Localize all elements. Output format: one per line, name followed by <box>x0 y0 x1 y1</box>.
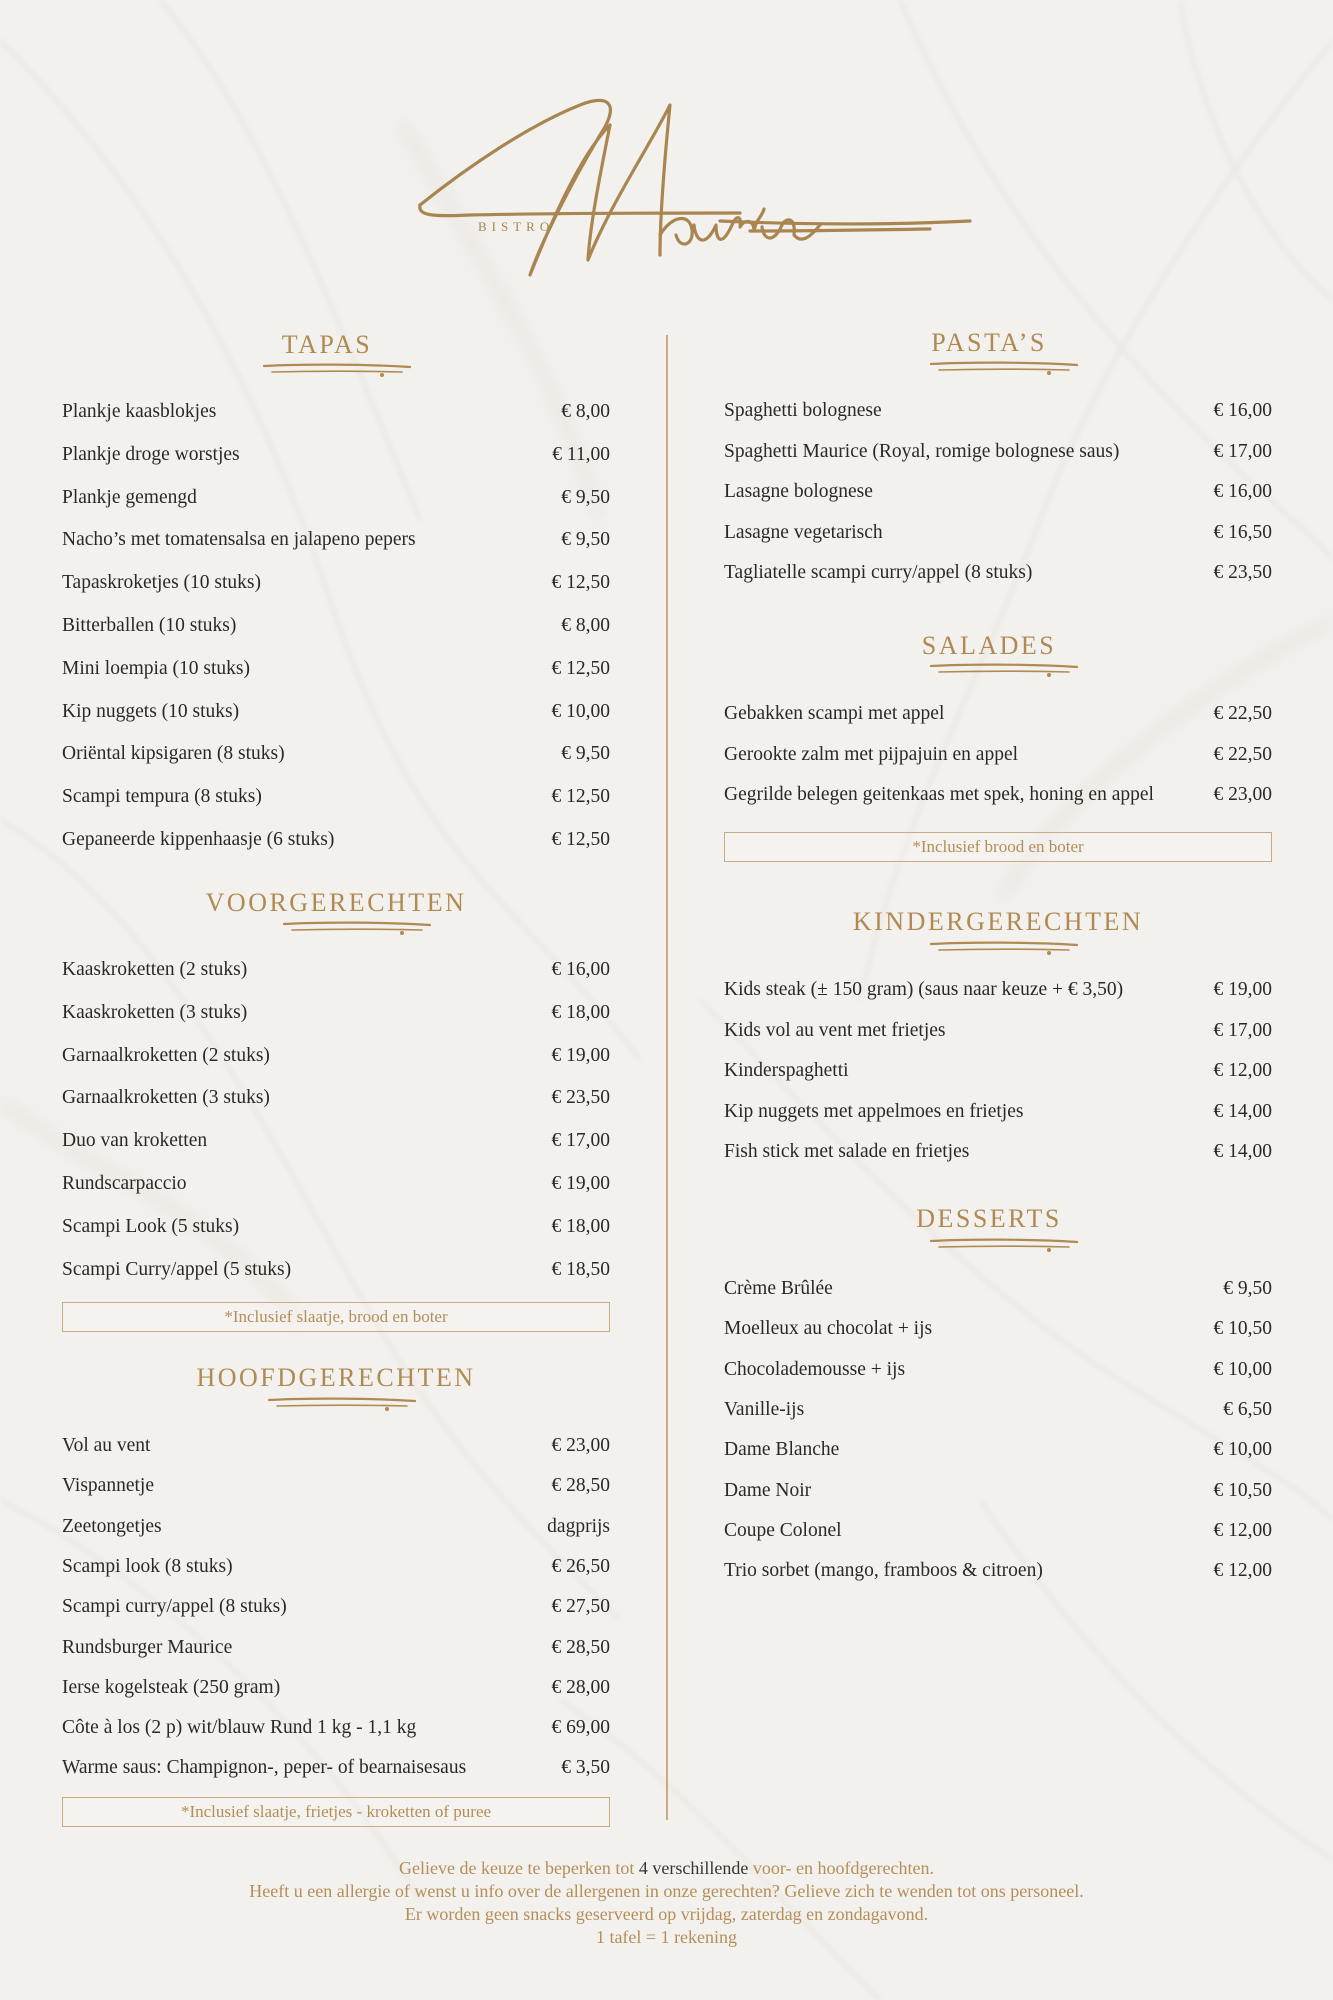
item-name: Kaaskroketten (2 stuks) <box>62 959 248 980</box>
footer-line-1-a: Gelieve de keuze te beperken tot <box>399 1858 639 1878</box>
item-price: € 12,00 <box>1213 1560 1272 1582</box>
item-name: Scampi Look (5 stuks) <box>62 1215 240 1237</box>
item-price: € 16,00 <box>1213 400 1272 421</box>
item-name: Zeetongetjes <box>62 1515 162 1537</box>
item-price: € 16,00 <box>551 959 610 980</box>
menu-item <box>724 1395 1272 1425</box>
item-price: € 9,50 <box>561 743 610 765</box>
item-name: Scampi curry/appel (8 stuks) <box>62 1596 287 1618</box>
item-name: Scampi look (8 stuks) <box>62 1555 233 1577</box>
item-name: Moelleux au chocolat + ijs <box>724 1318 933 1340</box>
item-name: Kinderspaghetti <box>724 1060 849 1081</box>
item-price: € 10,50 <box>1213 1479 1272 1501</box>
menu-item <box>724 1355 1272 1385</box>
item-price: € 12,50 <box>551 786 610 808</box>
item-name: Kip nuggets (10 stuks) <box>62 700 240 722</box>
hoofdgerechten-note: *Inclusief slaatje, frietjes - kroketten of puree <box>62 1797 610 1827</box>
item-price: € 23,50 <box>551 1087 610 1109</box>
item-price: € 9,50 <box>1223 1278 1272 1299</box>
item-name: Bitterballen (10 stuks) <box>62 615 237 636</box>
tapas-flourish <box>262 362 412 378</box>
desserts-flourish <box>929 1237 1079 1253</box>
item-price: € 19,00 <box>551 1044 610 1066</box>
voorgerechten-note: *Inclusief slaatje, brood en boter <box>62 1302 610 1332</box>
column-divider <box>666 335 668 1820</box>
item-price: € 69,00 <box>551 1717 610 1739</box>
kindergerechten-title: KINDERGERECHTEN <box>852 907 1144 936</box>
maurice-signature-logo <box>410 85 985 285</box>
menu-item <box>62 739 610 769</box>
item-price: € 3,50 <box>561 1757 610 1779</box>
item-price: € 16,50 <box>1213 521 1272 543</box>
item-name: Nacho’s met tomatensalsa en jalapeno pepers <box>62 529 416 551</box>
item-name: Garnaalkroketten (3 stuks) <box>62 1087 270 1109</box>
menu-item <box>724 699 1272 729</box>
voorgerechten-title: VOORGERECHTEN <box>205 888 467 917</box>
item-price: € 28,50 <box>551 1636 610 1658</box>
item-price: € 28,50 <box>551 1475 610 1497</box>
item-price: € 28,00 <box>551 1676 610 1698</box>
item-name: Garnaalkroketten (2 stuks) <box>62 1044 270 1066</box>
bistro-label: BISTRO <box>478 219 555 234</box>
item-price: € 10,00 <box>1213 1358 1272 1380</box>
item-price: € 19,00 <box>551 1173 610 1194</box>
item-price: € 23,00 <box>1213 784 1272 805</box>
menu-item <box>62 654 610 684</box>
menu-item <box>62 998 610 1028</box>
menu-item <box>62 782 610 812</box>
menu-item <box>62 1431 610 1461</box>
footer-line-3: Er worden geen snacks geserveerd op vrijdag, zaterdag en zondagavond. <box>404 1904 929 1924</box>
item-price: € 10,00 <box>1213 1439 1272 1461</box>
item-price: € 8,00 <box>561 615 610 636</box>
menu-item <box>62 568 610 598</box>
item-name: Fish stick met salade en frietjes <box>724 1141 970 1162</box>
menu-item <box>724 1314 1272 1344</box>
menu-item <box>724 1097 1272 1127</box>
footer-notes <box>0 1857 1333 1949</box>
menu-item <box>62 1673 610 1703</box>
item-price: € 12,50 <box>551 657 610 679</box>
item-price: € 6,50 <box>1223 1398 1272 1420</box>
voorgerechten-flourish <box>282 920 432 936</box>
item-name: Kids vol au vent met frietjes <box>724 1019 946 1041</box>
menu-item <box>724 1556 1272 1586</box>
footer-line-1 <box>0 1857 1333 1880</box>
item-name: Gerookte zalm met pijpajuin en appel <box>724 743 1019 765</box>
menu-item <box>724 975 1272 1005</box>
item-name: Rundsburger Maurice <box>62 1636 233 1658</box>
footer-line-4: 1 tafel = 1 rekening <box>595 1927 738 1947</box>
item-name: Trio sorbet (mango, framboos & citroen) <box>724 1560 1043 1582</box>
pastas-title: PASTA’S <box>931 328 1047 357</box>
footer-line-2: Heeft u een allergie of wenst u info over de allergenen in onze gerechten? Gelieve zich te wenden tot ons personeel. <box>249 1881 1084 1901</box>
menu-item <box>62 397 610 427</box>
menu-item <box>724 1274 1272 1304</box>
menu-item <box>724 1476 1272 1506</box>
item-name: Côte à los (2 p) wit/blauw Rund 1 kg - 1,1 kg <box>62 1717 417 1739</box>
item-name: Warme saus: Champignon-, peper- of bearnaisesaus <box>62 1757 467 1779</box>
menu-item <box>62 483 610 513</box>
menu-item <box>62 1083 610 1113</box>
item-name: Spaghetti bolognese <box>724 400 882 421</box>
menu-item <box>62 1512 610 1542</box>
item-price: € 26,50 <box>551 1555 610 1577</box>
menu-item <box>62 1592 610 1622</box>
menu-item <box>62 1753 610 1783</box>
footer-line-1-c: voor- en hoofdgerechten. <box>748 1858 934 1878</box>
item-name: Gebakken scampi met appel <box>724 703 945 724</box>
item-price: € 19,00 <box>1213 979 1272 1000</box>
item-name: Gepaneerde kippenhaasje (6 stuks) <box>62 829 335 850</box>
item-price: € 22,50 <box>1213 703 1272 724</box>
item-name: Kip nuggets met appelmoes en frietjes <box>724 1100 1024 1122</box>
item-name: Scampi tempura (8 stuks) <box>62 786 262 808</box>
menu-item <box>724 1016 1272 1046</box>
item-price: € 18,50 <box>551 1258 610 1280</box>
item-price: € 16,00 <box>1213 481 1272 502</box>
item-name: Tagliatelle scampi curry/appel (8 stuks) <box>724 562 1033 583</box>
menu-item <box>62 1255 610 1285</box>
item-name: Lasagne bolognese <box>724 481 873 502</box>
menu-item <box>724 1435 1272 1465</box>
item-price: € 12,00 <box>1213 1519 1272 1541</box>
item-price: € 23,00 <box>551 1435 610 1456</box>
item-price: € 12,50 <box>551 572 610 594</box>
menu-item <box>724 518 1272 548</box>
item-price: € 8,00 <box>561 401 610 422</box>
item-name: Vol au vent <box>62 1435 151 1456</box>
item-name: Plankje gemengd <box>62 486 197 508</box>
item-price: € 9,50 <box>561 486 610 508</box>
item-name: Mini loempia (10 stuks) <box>62 657 250 679</box>
footer-line-1-b: 4 verschillende <box>638 1858 749 1878</box>
item-name: Coupe Colonel <box>724 1519 842 1541</box>
menu-item <box>62 1633 610 1663</box>
menu-item <box>724 396 1272 426</box>
item-name: Chocolademousse + ijs <box>724 1358 906 1380</box>
menu-item <box>62 440 610 470</box>
menu-item <box>62 1169 610 1199</box>
hoofdgerechten-flourish <box>267 1396 417 1412</box>
item-price: € 18,00 <box>551 1215 610 1237</box>
item-price: dagprijs <box>547 1515 610 1537</box>
item-name: Spaghetti Maurice (Royal, romige bolognese saus) <box>724 440 1120 462</box>
item-name: Oriëntal kipsigaren (8 stuks) <box>62 743 285 765</box>
menu-item <box>724 1056 1272 1086</box>
item-price: € 23,50 <box>1213 562 1272 583</box>
menu-item <box>62 1212 610 1242</box>
item-price: € 10,00 <box>551 700 610 722</box>
item-price: € 17,00 <box>1213 1019 1272 1041</box>
menu-item <box>62 1041 610 1071</box>
item-name: Scampi Curry/appel (5 stuks) <box>62 1258 292 1280</box>
hoofdgerechten-title: HOOFDGERECHTEN <box>196 1363 476 1392</box>
item-price: € 18,00 <box>551 1001 610 1023</box>
pastas-flourish <box>929 360 1079 376</box>
item-price: € 9,50 <box>561 529 610 551</box>
menu-item <box>62 825 610 855</box>
menu-item <box>724 780 1272 810</box>
item-name: Vanille-ijs <box>724 1398 805 1420</box>
item-name: Lasagne vegetarisch <box>724 521 883 543</box>
menu-item <box>724 1137 1272 1167</box>
item-name: Rundscarpaccio <box>62 1173 187 1194</box>
kindergerechten-flourish <box>929 940 1079 956</box>
item-name: Dame Blanche <box>724 1439 840 1461</box>
salades-note: *Inclusief brood en boter <box>724 832 1272 862</box>
item-name: Crème Brûlée <box>724 1278 833 1299</box>
menu-item <box>724 740 1272 770</box>
item-name: Dame Noir <box>724 1479 812 1501</box>
item-name: Plankje kaasblokjes <box>62 401 217 422</box>
menu-item <box>724 558 1272 588</box>
menu-item <box>62 1471 610 1501</box>
salades-title: SALADES <box>921 631 1057 660</box>
menu-item <box>62 1713 610 1743</box>
item-price: € 22,50 <box>1213 743 1272 765</box>
menu-item <box>724 477 1272 507</box>
item-price: € 14,00 <box>1213 1141 1272 1162</box>
item-name: Kids steak (± 150 gram) (saus naar keuze + € 3,50) <box>724 979 1124 1000</box>
menu-item <box>62 1552 610 1582</box>
item-name: Tapaskroketjes (10 stuks) <box>62 572 262 594</box>
item-price: € 14,00 <box>1213 1100 1272 1122</box>
item-name: Ierse kogelsteak (250 gram) <box>62 1676 281 1698</box>
desserts-title: DESSERTS <box>916 1204 1062 1233</box>
item-price: € 11,00 <box>552 443 610 465</box>
tapas-title: TAPAS <box>281 330 373 359</box>
menu-item <box>62 697 610 727</box>
menu-item <box>62 1126 610 1156</box>
menu-item <box>724 437 1272 467</box>
item-price: € 17,00 <box>551 1130 610 1152</box>
menu-item <box>62 525 610 555</box>
item-name: Kaaskroketten (3 stuks) <box>62 1001 248 1023</box>
item-price: € 17,00 <box>1213 440 1272 462</box>
item-name: Duo van kroketten <box>62 1130 208 1152</box>
item-price: € 10,50 <box>1213 1318 1272 1340</box>
menu-item <box>724 1516 1272 1546</box>
menu-item <box>62 955 610 985</box>
item-price: € 12,00 <box>1213 1060 1272 1081</box>
item-price: € 12,50 <box>551 829 610 850</box>
item-name: Plankje droge worstjes <box>62 443 240 465</box>
item-price: € 27,50 <box>551 1596 610 1618</box>
item-name: Gegrilde belegen geitenkaas met spek, honing en appel <box>724 784 1154 805</box>
item-name: Vispannetje <box>62 1475 154 1497</box>
menu-item <box>62 611 610 641</box>
salades-flourish <box>929 662 1079 678</box>
